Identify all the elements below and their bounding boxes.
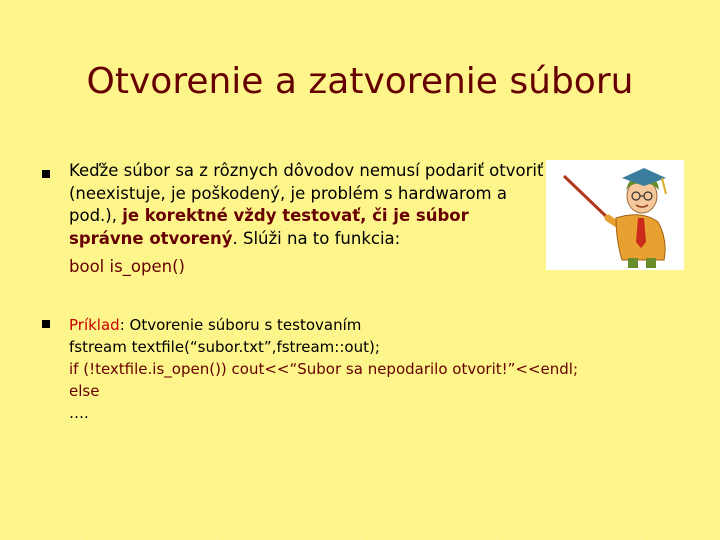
code-line-4: …. xyxy=(69,404,89,422)
square-bullet-icon xyxy=(42,170,50,178)
example-label-rest: : Otvorenie súboru s testovaním xyxy=(119,316,362,334)
bullet-1-code: bool is_open() xyxy=(69,257,185,276)
code-line-2: if (!textfile.is_open()) cout<<“Subor sa nepodarilo otvorit!”<<endl; xyxy=(69,360,579,378)
teacher-clipart xyxy=(546,160,684,270)
square-bullet-icon xyxy=(42,320,50,328)
bullet-1-emphasis: je korektné vždy testovať, či je súbor správne otvorený xyxy=(69,206,469,248)
bullet-1-text-a: Keďže súbor sa z rôznych dôvodov nemusí podariť otvoriť (neexistuje, je poškodený, je problém s hardwarom a pod.), xyxy=(69,161,544,225)
code-line-1: fstream textfile(“subor.txt”,fstream::out); xyxy=(69,338,380,356)
bullet-1-text xyxy=(69,160,549,279)
code-line-3: else xyxy=(69,382,100,400)
bullet-1-marker xyxy=(42,170,52,180)
slide-title: Otvorenie a zatvorenie súboru xyxy=(86,61,634,102)
example-heading xyxy=(69,314,709,336)
teacher-with-pointer-icon xyxy=(546,160,684,270)
bullet-1-text-b: . Slúži na to funkcia: xyxy=(232,228,401,248)
bullet-2-marker xyxy=(42,320,52,330)
bullet-2-text xyxy=(69,314,709,424)
example-label: Príklad xyxy=(69,316,120,334)
